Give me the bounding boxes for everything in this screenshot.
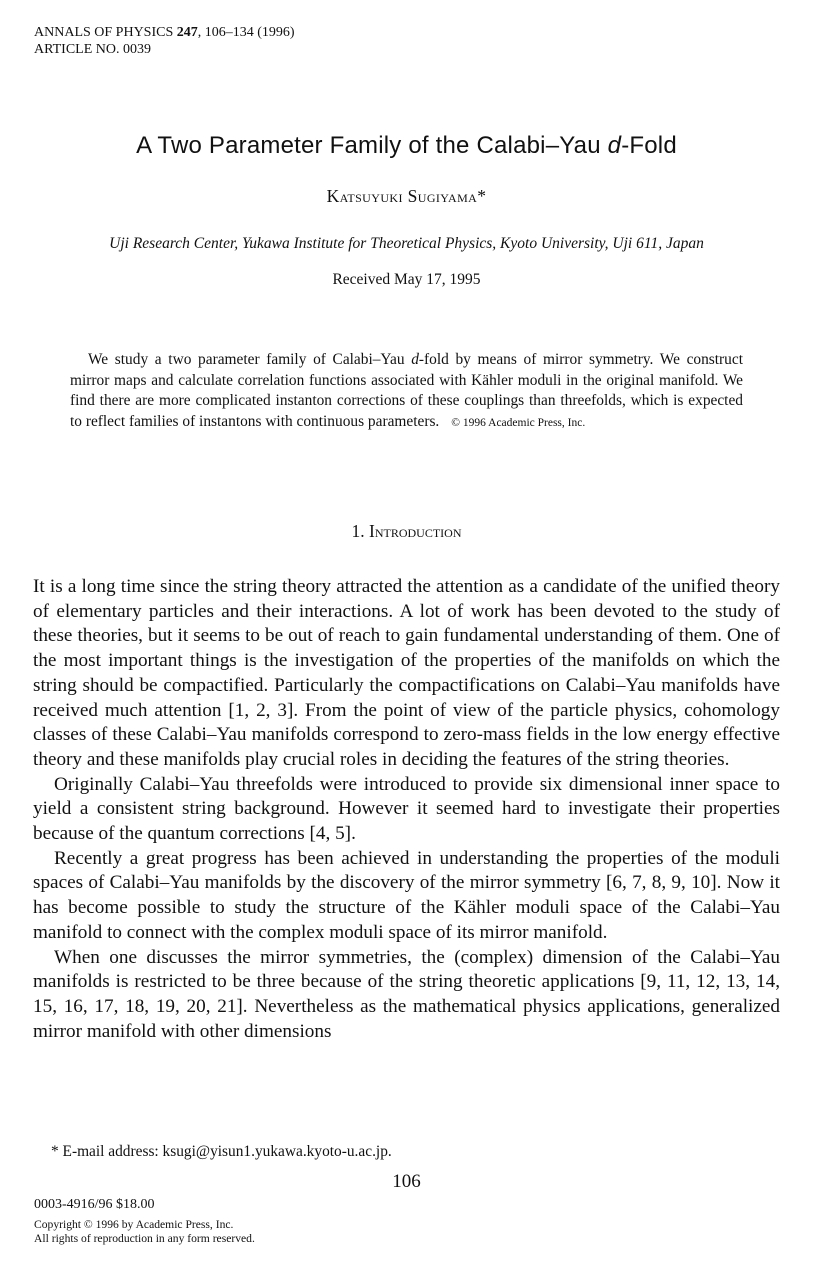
abstract-text-start: We study a two parameter family of Calabi–Yau xyxy=(88,351,412,368)
copyright-notice: Copyright © 1996 by Academic Press, Inc. xyxy=(34,1218,234,1231)
paragraph: Recently a great progress has been achieved in understanding the properties of the moduli spaces of Calabi–Yau manifolds by the discovery of the mirror symmetry [6, 7, 8, 9, 10]. Now it has become possible to study the structure of the Kähler moduli space of the Calabi–Yau manifold to connect with the complex moduli space of its mirror manifold. xyxy=(33,847,780,943)
abstract xyxy=(70,350,743,433)
paper-title xyxy=(0,130,813,162)
abstract-italic-d: d xyxy=(411,351,419,368)
paragraph: When one discusses the mirror symmetries, the (complex) dimension of the Calabi–Yau manifolds is restricted to be three because of the string theoretic applications [9, 11, 12, 13, 14, 15, 16, 17, 18, 19, 20, 21]. Nevertheless as the mathematical physics applications, generalized mirror manifold with other dimensions xyxy=(33,946,780,1042)
journal-volume: 247 xyxy=(176,25,198,40)
journal-name: ANNALS OF PHYSICS xyxy=(34,25,174,40)
paragraph: It is a long time since the string theory attracted the attention as a candidate of the unified theory of elementary particles and their interactions. A lot of work has been devoted to the study of these theories, but it seems to be out of reach to gain fundamental understanding of them. One of the most important things is the investigation of the properties of the manifolds on which the string should be compactified. Particularly the compactifications on Calabi–Yau manifolds have received much attention [1, 2, 3]. From the point of view of the particle physics, cohomology classes of these Calabi–Yau manifolds correspond to zero-mass fields in the low energy effective theory and these manifolds play crucial roles in deciding the features of the string theories. xyxy=(33,576,780,770)
title-suffix: -Fold xyxy=(621,132,677,159)
abstract-text-rest: -fold by means of mirror symmetry. We construct mirror maps and calculate correlation functions associated with Kähler moduli in the original manifold. We find there are more complicated instanton corrections of these couplings than threefolds, which is expected to reflect families of instantons with continuous parameters. xyxy=(70,351,743,430)
author-affiliation: Uji Research Center, Yukawa Institute for Theoretical Physics, Kyoto University, Uji 611, Japan xyxy=(109,235,704,252)
paragraph: Originally Calabi–Yau threefolds were introduced to provide six dimensional inner space to yield a consistent string background. However it seemed hard to investigate their properties because of the quantum corrections [4, 5]. xyxy=(33,773,780,845)
rights-notice: All rights of reproduction in any form reserved. xyxy=(34,1232,255,1245)
abstract-copyright: © 1996 Academic Press, Inc. xyxy=(451,416,586,429)
article-number: ARTICLE NO. 0039 xyxy=(34,42,151,57)
issn-price: 0003-4916/96 $18.00 xyxy=(34,1197,155,1212)
page-number: 106 xyxy=(392,1171,421,1192)
section-heading xyxy=(0,520,813,542)
received-date: Received May 17, 1995 xyxy=(332,271,481,288)
section-number: 1. xyxy=(351,521,369,541)
title-italic-d: d xyxy=(607,132,622,159)
author-name: Katsuyuki Sugiyama* xyxy=(326,186,487,206)
footnote-email: * E-mail address: ksugi@yisun1.yukawa.kyoto-u.ac.jp. xyxy=(51,1143,392,1160)
journal-citation xyxy=(34,24,295,41)
journal-pages-year: , 106–134 (1996) xyxy=(197,25,295,40)
section-title: Introduction xyxy=(369,521,462,541)
body-text xyxy=(33,575,780,1044)
title-main: A Two Parameter Family of the Calabi–Yau xyxy=(136,132,608,159)
